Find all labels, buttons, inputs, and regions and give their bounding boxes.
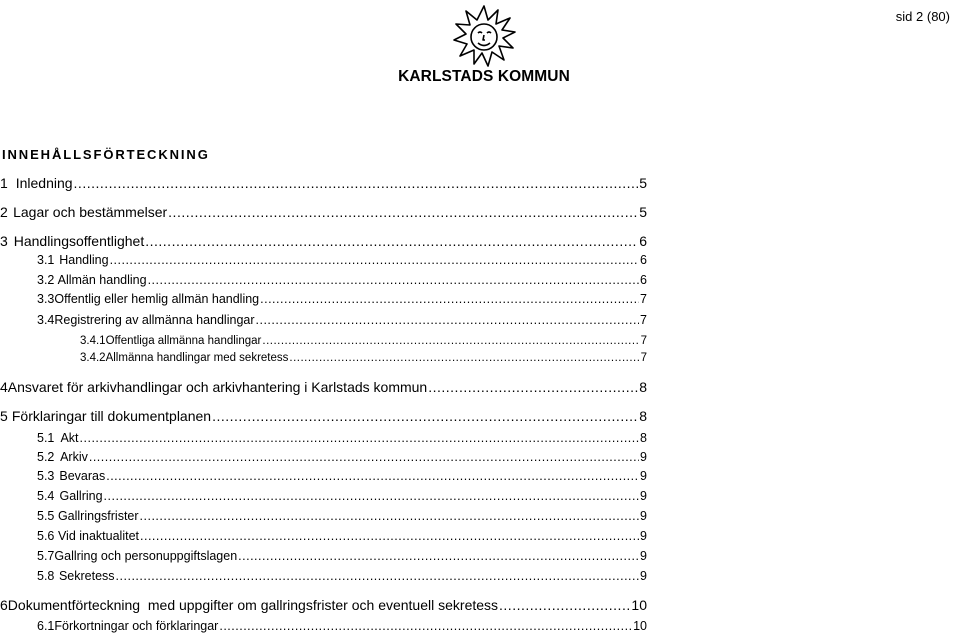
toc-entry-page: 6 bbox=[640, 273, 647, 287]
toc-entry-page: 10 bbox=[631, 597, 647, 613]
toc-entry-title: Gallringsfrister bbox=[57, 509, 139, 523]
toc-entry-title: Handlingsoffentlighet bbox=[13, 233, 145, 249]
toc-entry[interactable] bbox=[37, 489, 647, 503]
toc-leader-dots bbox=[238, 549, 639, 563]
toc-entry-page: 10 bbox=[633, 619, 647, 633]
toc-leader-dots bbox=[104, 489, 640, 503]
toc-entry-number: 3.4.1 bbox=[80, 335, 106, 347]
toc-entry-page: 7 bbox=[640, 352, 647, 364]
toc-entry-title: Offentlig eller hemlig allmän handling bbox=[54, 292, 260, 306]
toc-leader-dots bbox=[148, 273, 639, 287]
toc-entry[interactable] bbox=[37, 273, 647, 287]
toc-leader-dots bbox=[428, 379, 638, 395]
toc-leader-dots bbox=[110, 253, 639, 267]
toc-entry-number: 3.3 bbox=[37, 292, 55, 306]
toc-entry-page: 8 bbox=[639, 408, 647, 424]
toc-entry-page: 9 bbox=[640, 549, 647, 563]
toc-leader-dots bbox=[140, 509, 640, 523]
toc-entry-page: 7 bbox=[640, 335, 647, 347]
toc-entry-title: Vid inaktualitet bbox=[57, 529, 140, 543]
toc-entry-title: Offentliga allmänna handlingar bbox=[105, 335, 262, 347]
toc-leader-dots bbox=[499, 597, 630, 613]
toc-entry-number: 5.1 bbox=[37, 431, 55, 445]
toc-entry-number: 6.1 bbox=[37, 619, 55, 633]
toc-leader-dots bbox=[219, 619, 632, 633]
toc-entry[interactable] bbox=[37, 469, 647, 483]
toc-entry-page: 9 bbox=[640, 569, 647, 583]
toc-entry-page: 8 bbox=[639, 379, 647, 395]
toc-entry[interactable] bbox=[37, 569, 647, 583]
toc-entry-number: 5.3 bbox=[37, 469, 55, 483]
toc-entry-number: 5 bbox=[0, 408, 8, 424]
toc-entry-page: 5 bbox=[639, 175, 647, 191]
toc-leader-dots bbox=[260, 292, 639, 306]
toc-entry-number: 2 bbox=[0, 204, 8, 220]
toc-entry-title: Förkortningar och förklaringar bbox=[54, 619, 219, 633]
toc-leader-dots bbox=[106, 469, 639, 483]
toc-entry[interactable] bbox=[0, 204, 647, 220]
toc-entry-title: Dokumentförteckning med uppgifter om gallringsfrister och eventuell sekretess bbox=[7, 597, 499, 613]
toc-leader-dots bbox=[116, 569, 640, 583]
toc-entry-number: 3.4 bbox=[37, 313, 55, 327]
toc-entry-page: 6 bbox=[640, 253, 647, 267]
toc-entry-page: 8 bbox=[640, 431, 647, 445]
toc-entry-page: 9 bbox=[640, 529, 647, 543]
page-number: sid 2 (80) bbox=[895, 9, 950, 24]
toc-entry-page: 9 bbox=[640, 489, 647, 503]
toc-entry-number: 3 bbox=[0, 233, 8, 249]
toc-leader-dots bbox=[89, 450, 639, 464]
logo-wordmark: KARLSTADS KOMMUN bbox=[398, 68, 570, 85]
toc-entry-page: 9 bbox=[640, 469, 647, 483]
toc-entry-page: 6 bbox=[639, 233, 647, 249]
toc-entry[interactable] bbox=[0, 408, 647, 424]
toc-entry[interactable] bbox=[37, 292, 647, 306]
toc-entry-number: 5.2 bbox=[37, 450, 55, 464]
toc-entry-title: Bevaras bbox=[59, 469, 106, 483]
toc-entry-number: 5.6 bbox=[37, 529, 55, 543]
toc-entry[interactable] bbox=[80, 335, 647, 347]
toc-entry[interactable] bbox=[37, 549, 647, 563]
toc-entry[interactable] bbox=[37, 619, 647, 633]
toc-entry-title: Sekretess bbox=[58, 569, 115, 583]
toc-entry[interactable] bbox=[37, 253, 647, 267]
toc-entry-title: Lagar och bestämmelser bbox=[13, 204, 168, 220]
sun-emblem-icon bbox=[452, 4, 516, 68]
toc-entry-number: 3.2 bbox=[37, 273, 55, 287]
toc-leader-dots bbox=[145, 233, 638, 249]
toc-entry-number: 3.1 bbox=[37, 253, 55, 267]
toc-leader-dots bbox=[256, 313, 640, 327]
municipality-logo bbox=[396, 4, 572, 84]
toc-entry-number: 6 bbox=[0, 597, 8, 613]
toc-entry[interactable] bbox=[37, 509, 647, 523]
toc-entry-number: 5.7 bbox=[37, 549, 55, 563]
toc-entry-page: 7 bbox=[640, 292, 647, 306]
toc-entry-title: Handling bbox=[59, 253, 109, 267]
toc-entry-title: Inledning bbox=[15, 175, 73, 191]
toc-entry[interactable] bbox=[0, 379, 647, 395]
toc-entry-page: 7 bbox=[640, 313, 647, 327]
toc-entry[interactable] bbox=[37, 313, 647, 327]
toc-leader-dots bbox=[168, 204, 638, 220]
toc-entry-number: 3.4.2 bbox=[80, 352, 106, 364]
toc-entry-number: 5.5 bbox=[37, 509, 55, 523]
toc-entry-title: Arkiv bbox=[60, 450, 88, 464]
toc-leader-dots bbox=[80, 431, 640, 445]
toc-entry[interactable] bbox=[0, 233, 647, 249]
toc-entry[interactable] bbox=[80, 352, 647, 364]
toc-entry-title: Allmän handling bbox=[57, 273, 147, 287]
toc-leader-dots bbox=[140, 529, 639, 543]
toc-entry[interactable] bbox=[37, 529, 647, 543]
toc-entry-title: Allmänna handlingar med sekretess bbox=[105, 352, 289, 364]
toc-entry-number: 5.8 bbox=[37, 569, 55, 583]
toc-entry[interactable] bbox=[0, 175, 647, 191]
toc-entry[interactable] bbox=[0, 597, 647, 613]
toc-entry-title: Gallring bbox=[59, 489, 103, 503]
toc-entry-title: Förklaringar till dokumentplanen bbox=[11, 408, 212, 424]
toc-entry-title: Ansvaret för arkivhandlingar och arkivhantering i Karlstads kommun bbox=[7, 379, 428, 395]
toc-heading: INNEHÅLLSFÖRTECKNING bbox=[2, 147, 210, 162]
toc-entry-title: Akt bbox=[60, 431, 79, 445]
toc-entry[interactable] bbox=[37, 450, 647, 464]
toc-entry-title: Gallring och personuppgiftslagen bbox=[54, 549, 238, 563]
toc-leader-dots bbox=[74, 175, 639, 191]
toc-entry-number: 4 bbox=[0, 379, 8, 395]
toc-entry-number: 5.4 bbox=[37, 489, 55, 503]
toc-entry-page: 9 bbox=[640, 450, 647, 464]
toc-leader-dots bbox=[262, 335, 639, 347]
toc-entry-page: 5 bbox=[639, 204, 647, 220]
toc-leader-dots bbox=[212, 408, 638, 424]
toc-entry-number: 1 bbox=[0, 175, 8, 191]
toc-entry-title: Registrering av allmänna handlingar bbox=[54, 313, 255, 327]
toc-entry-page: 9 bbox=[640, 509, 647, 523]
toc-entry[interactable] bbox=[37, 431, 647, 445]
toc-leader-dots bbox=[289, 352, 639, 364]
